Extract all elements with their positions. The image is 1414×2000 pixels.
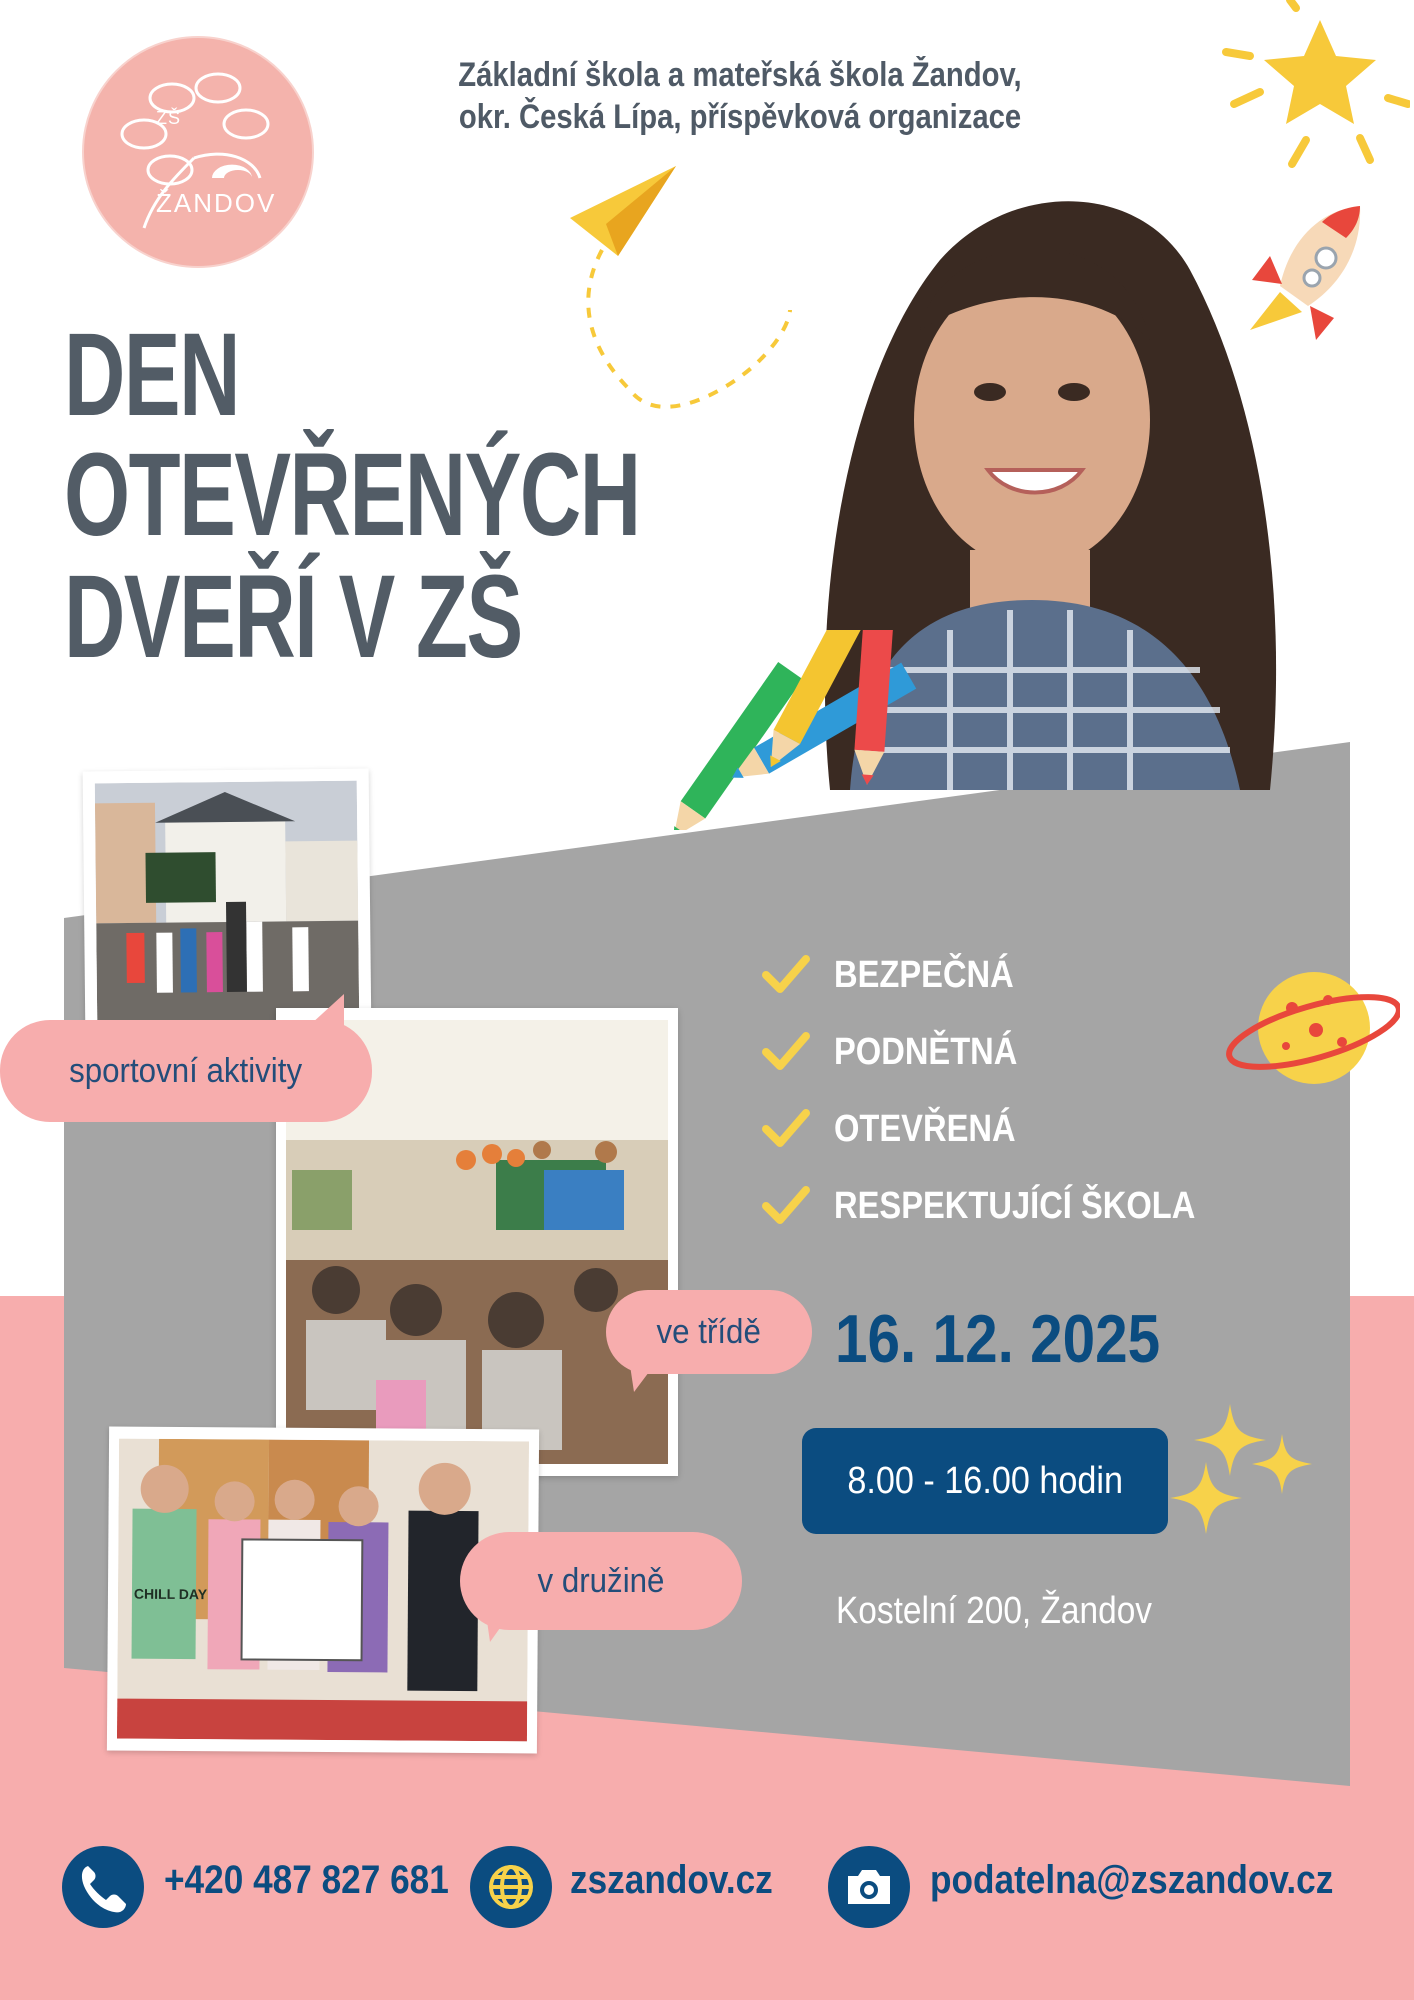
contact-phone[interactable]: +420 487 827 681 <box>164 1858 449 1902</box>
contact-email[interactable]: podatelna@zszandov.cz <box>930 1858 1334 1902</box>
logo-initials: ZŠ <box>156 108 182 128</box>
club-caption: v družině <box>537 1561 665 1600</box>
school-logo <box>82 36 314 268</box>
event-hours: 8.00 - 16.00 hodin <box>847 1459 1123 1502</box>
title-line-1: DEN <box>64 309 240 441</box>
feature-label: RESPEKTUJÍCÍ ŠKOLA <box>834 1184 1196 1227</box>
feature-item <box>760 1178 1254 1234</box>
title-line-3: DVEŘÍ V ZŠ <box>64 551 522 683</box>
feature-item <box>760 1101 1045 1157</box>
sparkles-icon <box>1170 1400 1320 1540</box>
class-caption: ve třídě <box>656 1312 762 1351</box>
feature-label: PODNĚTNÁ <box>834 1030 1018 1073</box>
organization-name <box>430 54 1049 138</box>
phone-icon <box>62 1846 144 1928</box>
feature-item <box>760 1024 1047 1080</box>
organization-line-2: okr. Česká Lípa, příspěvková organizace <box>458 98 1022 136</box>
contact-web[interactable]: zszandov.cz <box>570 1858 773 1902</box>
check-icon <box>760 1026 812 1078</box>
title-line-2: OTEVŘENÝCH <box>64 429 640 561</box>
feature-label: OTEVŘENÁ <box>834 1107 1016 1150</box>
sun-star-icon <box>1210 0 1410 170</box>
sport-caption-bubble <box>0 1020 372 1122</box>
club-shirt-text: CHILL DAY <box>133 1585 208 1603</box>
class-caption-bubble <box>606 1290 812 1374</box>
planet-icon <box>1222 958 1400 1098</box>
check-icon <box>760 1180 812 1232</box>
event-date: 16. 12. 2025 <box>835 1301 1161 1377</box>
globe-icon <box>470 1846 552 1928</box>
pencils-icon <box>660 630 920 830</box>
sport-caption: sportovní aktivity <box>69 1051 303 1090</box>
check-icon <box>760 1103 812 1155</box>
check-icon <box>760 949 812 1001</box>
organization-line-1: Základní škola a mateřská škola Žandov, <box>458 56 1022 94</box>
event-hours-badge <box>802 1428 1168 1534</box>
logo-name: ŽANDOV <box>156 188 277 218</box>
camera-icon <box>828 1846 910 1928</box>
feature-label: BEZPEČNÁ <box>834 953 1014 996</box>
event-address: Kostelní 200, Žandov <box>836 1590 1153 1632</box>
club-caption-bubble <box>460 1532 742 1630</box>
feature-item <box>760 947 1043 1003</box>
